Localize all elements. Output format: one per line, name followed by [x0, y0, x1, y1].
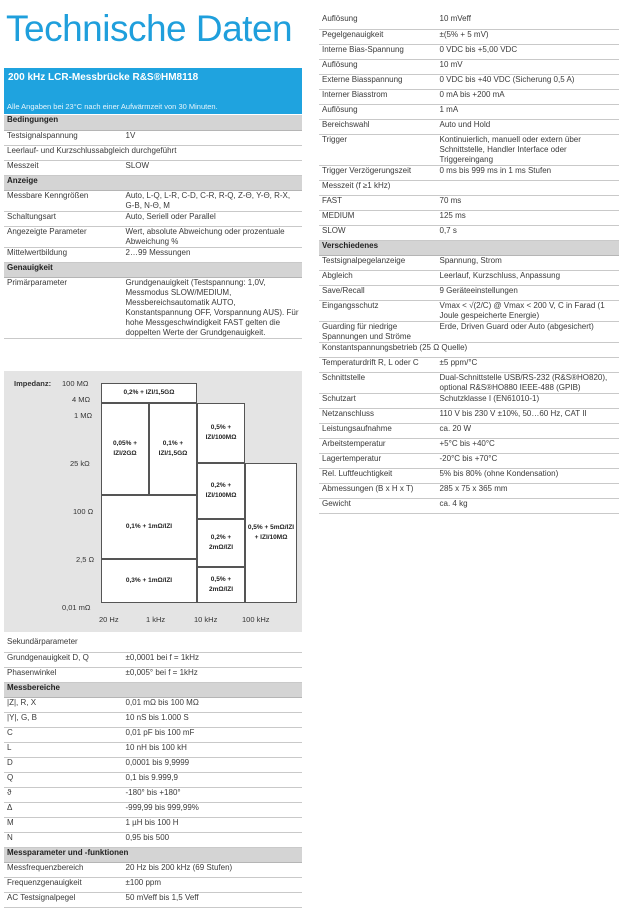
spec-value: 10 nH bis 100 kH — [122, 742, 302, 757]
spec-row — [319, 14, 619, 29]
spec-value: SLOW — [122, 160, 302, 175]
spec-value: 0,1 bis 9.999,9 — [122, 772, 302, 787]
spec-label: Testsignalspannung — [4, 130, 122, 145]
accuracy-box: 0,1% + IZI/1,5GΩ — [149, 403, 197, 495]
spec-row — [4, 130, 302, 145]
right-spec-table — [319, 14, 619, 514]
spec-value: 10 mVeff — [436, 14, 619, 29]
spec-value: ca. 20 W — [436, 423, 619, 438]
spec-label: FAST — [319, 195, 436, 210]
spec-row — [319, 285, 619, 300]
spec-value: 5% bis 80% (ohne Kondensation) — [436, 468, 619, 483]
section-header — [4, 682, 302, 697]
y-tick: 4 MΩ — [72, 395, 91, 404]
spec-row — [4, 892, 302, 907]
spec-row — [4, 652, 302, 667]
spec-label: Guarding für niedrige Spannungen und Ströme — [319, 321, 436, 342]
spec-value: 0 VDC bis +40 VDC (Sicherung 0,5 A) — [436, 74, 619, 89]
spec-label: Mittelwertbildung — [4, 247, 122, 262]
spec-label: Rel. Luftfeuchtigkeit — [319, 468, 436, 483]
spec-row — [319, 468, 619, 483]
spec-row — [319, 165, 619, 180]
spec-value: Schutzklasse I (EN61010-1) — [436, 393, 619, 408]
y-tick: 100 MΩ — [62, 379, 89, 388]
spec-label: Messbare Kenngrößen — [4, 190, 122, 211]
y-tick: 2,5 Ω — [76, 555, 95, 564]
spec-value: 0 VDC bis +5,00 VDC — [436, 44, 619, 59]
spec-label: Auflösung — [319, 59, 436, 74]
spec-label: Konstantspannungsbetrieb (25 Ω Quelle) — [319, 342, 619, 357]
spec-row — [4, 742, 302, 757]
spec-value: 110 V bis 230 V ±10%, 50…60 Hz, CAT II — [436, 408, 619, 423]
spec-row — [319, 498, 619, 513]
spec-value: ca. 4 kg — [436, 498, 619, 513]
accuracy-box: 0,05% + IZI/2GΩ — [101, 403, 149, 495]
y-tick: 100 Ω — [73, 507, 94, 516]
spec-label: Frequenzgenauigkeit — [4, 877, 122, 892]
spec-row — [319, 372, 619, 393]
spec-value: 285 x 75 x 365 mm — [436, 483, 619, 498]
spec-value: Vmax < √(2/C) @ Vmax < 200 V, C in Farad (1 Joule gespeicherte Energie) — [436, 300, 619, 321]
spec-value: Grundgenauigkeit (Testspannung: 1,0V, Messmodus SLOW/MEDIUM, Messbereichsautomatik AUTO, Konstantspannung OFF, Vorspannung AUS). Für hohe Messgeschwindigkeit FAST gelten die doppelten Werte der Grundgenauigkeit. — [122, 277, 302, 338]
spec-row — [4, 211, 302, 226]
spec-value: ±5 ppm/°C — [436, 357, 619, 372]
spec-value: 2…99 Messungen — [122, 247, 302, 262]
spec-label: SLOW — [319, 225, 436, 240]
x-tick: 20 Hz — [99, 615, 119, 624]
spec-label: MEDIUM — [319, 210, 436, 225]
spec-value: +5°C bis +40°C — [436, 438, 619, 453]
spec-row — [4, 190, 302, 211]
spec-value: 1 mA — [436, 104, 619, 119]
spec-row — [319, 483, 619, 498]
spec-row — [4, 160, 302, 175]
spec-value: Leerlauf, Kurzschluss, Anpassung — [436, 270, 619, 285]
banner-subtitle: Alle Angaben bei 23°C nach einer Aufwärmzeit von 30 Minuten. — [7, 102, 218, 111]
spec-label: ϑ — [4, 787, 122, 802]
x-tick: 10 kHz — [194, 615, 218, 624]
spec-row — [319, 119, 619, 134]
spec-row — [4, 697, 302, 712]
spec-value: 10 nS bis 1.000 S — [122, 712, 302, 727]
spec-value: Kontinuierlich, manuell oder extern über Schnittstelle, Handler Interface oder Triggereingang — [436, 134, 619, 165]
accuracy-box: 0,2% + IZI/100MΩ — [197, 463, 245, 519]
left-spec-table-top — [4, 115, 302, 339]
spec-row — [319, 357, 619, 372]
spec-label: Auflösung — [319, 104, 436, 119]
spec-row — [319, 393, 619, 408]
x-tick: 1 kHz — [146, 615, 166, 624]
spec-row — [319, 134, 619, 165]
spec-row — [4, 226, 302, 247]
spec-label: Messzeit (f ≥1 kHz) — [319, 180, 436, 195]
section-header — [4, 175, 302, 190]
accuracy-box: 0,5% + 2mΩ/IZI — [197, 567, 245, 603]
spec-row — [4, 802, 302, 817]
spec-value: 1V — [122, 130, 302, 145]
spec-row — [319, 342, 619, 357]
spec-label: Schaltungsart — [4, 211, 122, 226]
spec-label: Primärparameter — [4, 277, 122, 338]
accuracy-box: 0,1% + 1mΩ/IZI — [101, 495, 197, 559]
spec-row — [319, 44, 619, 59]
spec-row — [319, 438, 619, 453]
spec-row — [4, 862, 302, 877]
section-title: Genauigkeit — [4, 262, 302, 277]
spec-label: N — [4, 832, 122, 847]
accuracy-box: 0,5% + 5mΩ/IZI + IZI/10MΩ — [245, 463, 297, 603]
spec-label: Q — [4, 772, 122, 787]
spec-value: 0,7 s — [436, 225, 619, 240]
spec-row — [4, 712, 302, 727]
spec-label: |Z|, R, X — [4, 697, 122, 712]
spec-label: C — [4, 727, 122, 742]
spec-label: Testsignalpegelanzeige — [319, 255, 436, 270]
spec-label: Lagertemperatur — [319, 453, 436, 468]
spec-value: 0 ms bis 999 ms in 1 ms Stufen — [436, 165, 619, 180]
spec-row — [319, 453, 619, 468]
spec-row — [4, 247, 302, 262]
y-tick: 0,01 mΩ — [62, 603, 91, 612]
spec-row — [319, 29, 619, 44]
spec-label: |Y|, G, B — [4, 712, 122, 727]
spec-label: Trigger — [319, 134, 436, 165]
section-title: Messparameter und -funktionen — [4, 847, 302, 862]
spec-label: Eingangsschutz — [319, 300, 436, 321]
spec-label: Auflösung — [319, 14, 436, 29]
spec-value: Auto, L-Q, L-R, C-D, C-R, R-Q, Z-Θ, Y-Θ, R-X, G-B, N-Θ, M — [122, 190, 302, 211]
spec-label: D — [4, 757, 122, 772]
impedance-label: Impedanz: — [14, 379, 52, 388]
banner-title: 200 kHz LCR-Messbrücke R&S®HM8118 — [8, 72, 199, 83]
spec-row — [319, 255, 619, 270]
spec-label: Δ — [4, 802, 122, 817]
spec-row — [319, 89, 619, 104]
spec-row — [319, 195, 619, 210]
accuracy-box: 0,3% + 1mΩ/IZI — [101, 559, 197, 603]
spec-value: 125 ms — [436, 210, 619, 225]
spec-value: 50 mVeff bis 1,5 Veff — [122, 892, 302, 907]
spec-label: Angezeigte Parameter — [4, 226, 122, 247]
spec-row — [319, 225, 619, 240]
spec-value: ±0,005° bei f = 1kHz — [122, 667, 302, 682]
spec-value: Auto und Hold — [436, 119, 619, 134]
spec-row — [4, 145, 302, 160]
spec-label: Messzeit — [4, 160, 122, 175]
spec-row — [4, 667, 302, 682]
spec-label: Phasenwinkel — [4, 667, 122, 682]
y-tick: 25 kΩ — [70, 459, 90, 468]
spec-value: 0 mA bis +200 mA — [436, 89, 619, 104]
section-title: Verschiedenes — [319, 240, 619, 255]
spec-value: Auto, Seriell oder Parallel — [122, 211, 302, 226]
spec-label: Leistungsaufnahme — [319, 423, 436, 438]
spec-label: Temperaturdrift R, L oder C — [319, 357, 436, 372]
spec-label: Gewicht — [319, 498, 436, 513]
impedance-accuracy-chart — [4, 371, 302, 632]
spec-value: -20°C bis +70°C — [436, 453, 619, 468]
spec-row — [319, 74, 619, 89]
spec-row — [4, 757, 302, 772]
x-tick: 100 kHz — [242, 615, 270, 624]
spec-value: 1 µH bis 100 H — [122, 817, 302, 832]
spec-row — [4, 787, 302, 802]
accuracy-box: 0,2% + IZI/1,5GΩ — [101, 383, 197, 403]
spec-label: Pegelgenauigkeit — [319, 29, 436, 44]
spec-label: Schutzart — [319, 393, 436, 408]
spec-label: Save/Recall — [319, 285, 436, 300]
section-header — [4, 262, 302, 277]
spec-value: 70 ms — [436, 195, 619, 210]
spec-row — [4, 817, 302, 832]
spec-value — [122, 637, 302, 652]
spec-label: Sekundärparameter — [4, 637, 122, 652]
spec-label: Grundgenauigkeit D, Q — [4, 652, 122, 667]
spec-value: ±(5% + 5 mV) — [436, 29, 619, 44]
spec-value: 0,0001 bis 9,9999 — [122, 757, 302, 772]
spec-value: 9 Geräteeinstellungen — [436, 285, 619, 300]
section-header — [319, 240, 619, 255]
spec-row — [319, 321, 619, 342]
spec-label: L — [4, 742, 122, 757]
spec-row — [319, 59, 619, 74]
spec-value: Spannung, Strom — [436, 255, 619, 270]
product-banner — [4, 68, 302, 114]
spec-label: M — [4, 817, 122, 832]
section-title: Messbereiche — [4, 682, 302, 697]
spec-value: -999,99 bis 999,99% — [122, 802, 302, 817]
spec-value: 0,01 mΩ bis 100 MΩ — [122, 697, 302, 712]
accuracy-box: 0,2% + 2mΩ/IZI — [197, 519, 245, 567]
section-header — [4, 115, 302, 130]
spec-value: 0,95 bis 500 — [122, 832, 302, 847]
spec-row — [319, 104, 619, 119]
spec-label: Bereichswahl — [319, 119, 436, 134]
spec-row — [319, 408, 619, 423]
spec-value: ±100 ppm — [122, 877, 302, 892]
spec-label: Schnittstelle — [319, 372, 436, 393]
spec-value — [436, 180, 619, 195]
spec-label: Interner Biasstrom — [319, 89, 436, 104]
section-header — [4, 847, 302, 862]
spec-value: Wert, absolute Abweichung oder prozentuale Abweichung % — [122, 226, 302, 247]
spec-label: Leerlauf- und Kurzschlussabgleich durchgeführt — [4, 145, 302, 160]
accuracy-box: 0,5% + IZI/100MΩ — [197, 403, 245, 463]
spec-label: Abgleich — [319, 270, 436, 285]
spec-value: 10 mV — [436, 59, 619, 74]
spec-label: Arbeitstemperatur — [319, 438, 436, 453]
spec-value: 0,01 pF bis 100 mF — [122, 727, 302, 742]
spec-row — [4, 637, 302, 652]
spec-row — [319, 270, 619, 285]
y-tick: 1 MΩ — [74, 411, 93, 420]
spec-row — [4, 727, 302, 742]
section-title: Bedingungen — [4, 115, 302, 130]
spec-label: Abmessungen (B x H x T) — [319, 483, 436, 498]
section-title: Anzeige — [4, 175, 302, 190]
spec-label: Messfrequenzbereich — [4, 862, 122, 877]
spec-label: Externe Biasspannung — [319, 74, 436, 89]
spec-row — [4, 832, 302, 847]
spec-row — [319, 210, 619, 225]
spec-value: Dual-Schnittstelle USB/RS-232 (R&S®HO820), optional R&S®HO880 IEEE-488 (GPIB) — [436, 372, 619, 393]
left-spec-table-bottom — [4, 637, 302, 908]
spec-label: Netzanschluss — [319, 408, 436, 423]
spec-label: Interne Bias-Spannung — [319, 44, 436, 59]
spec-value: -180° bis +180° — [122, 787, 302, 802]
spec-row — [319, 423, 619, 438]
page-title: Technische Daten — [6, 8, 293, 49]
spec-label: AC Testsignalpegel — [4, 892, 122, 907]
spec-row — [4, 877, 302, 892]
spec-value: ±0,0001 bei f = 1kHz — [122, 652, 302, 667]
spec-value: Erde, Driven Guard oder Auto (abgesichert) — [436, 321, 619, 342]
spec-row — [319, 180, 619, 195]
spec-row — [319, 300, 619, 321]
spec-label: Trigger Verzögerungszeit — [319, 165, 436, 180]
spec-row — [4, 772, 302, 787]
spec-row — [4, 277, 302, 338]
spec-value: 20 Hz bis 200 kHz (69 Stufen) — [122, 862, 302, 877]
